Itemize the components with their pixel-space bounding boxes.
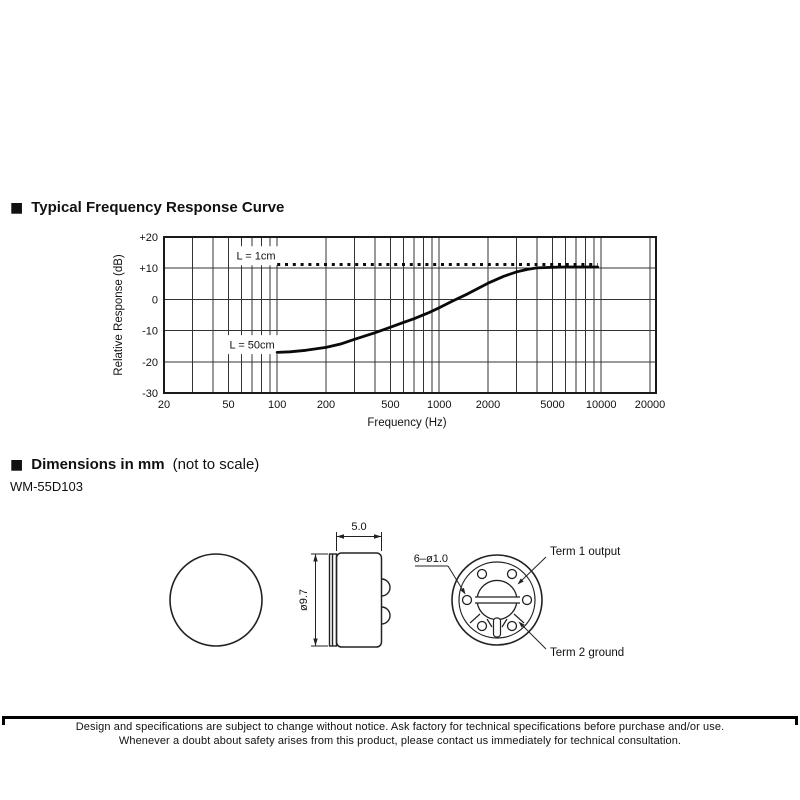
holes-label: 6–ø1.0 <box>413 553 448 565</box>
chart-text: 20000 <box>634 399 666 411</box>
footer-rule <box>2 716 798 719</box>
thickness-dimension <box>337 532 382 551</box>
dim-arrow-right-icon <box>374 534 382 539</box>
hole-bottom-left <box>478 622 487 631</box>
footer-disclaimer-line1: Design and specifications are subject to change without notice. Ask factory for technical specifications before purchase and/or use. <box>75 721 725 733</box>
footer-disclaimer-line2: Whenever a doubt about safety arises from this product, please contact us immediately for technical consultation. <box>118 735 682 747</box>
diameter-dimension <box>311 554 328 646</box>
dimension-drawings <box>130 515 670 690</box>
side-view <box>298 521 390 647</box>
chart-text: 2000 <box>475 399 501 411</box>
chart-text: 1000 <box>426 399 452 411</box>
dim-arrow-down-icon <box>313 639 317 647</box>
hole-left <box>463 596 472 605</box>
hole-bottom-right <box>508 622 517 631</box>
front-view-circle <box>170 554 262 646</box>
back-view <box>414 546 624 659</box>
frequency-response-title-text: Typical Frequency Response Curve <box>31 199 285 216</box>
term2-leader <box>519 622 547 650</box>
term1-label: Term 1 output <box>550 546 621 558</box>
chart-text: 5000 <box>540 399 565 411</box>
chart-text: Relative Response (dB) <box>113 254 125 376</box>
chart-text: L = 50cm <box>229 339 275 352</box>
terminal-2-pad <box>477 603 516 620</box>
dimension-drawings-svg <box>130 515 670 690</box>
square-bullet-icon: ■ <box>10 456 24 473</box>
hole-right <box>523 596 532 605</box>
term2-label: Term 2 ground <box>550 647 625 659</box>
chart-text: 10000 <box>585 399 617 411</box>
chart-text: 100 <box>268 399 287 411</box>
chart-text: -20 <box>142 356 158 369</box>
terminal-1-pad <box>477 580 516 597</box>
chart-text: +10 <box>139 263 158 276</box>
dim-arrow-left-icon <box>337 534 345 539</box>
chart-text: +20 <box>139 232 158 244</box>
frequency-response-chart <box>90 225 690 440</box>
chart-text: 50 <box>222 399 235 411</box>
bottom-tab <box>494 618 501 637</box>
chart-text: L = 1cm <box>236 250 276 263</box>
dimensions-section-title <box>10 456 259 473</box>
curve-l-50cm <box>277 267 597 352</box>
dimensions-title-note: (not to scale) <box>172 456 260 473</box>
model-number: WM-55D103 <box>10 479 83 494</box>
holes-leader <box>415 566 466 595</box>
chart-text: -10 <box>142 325 158 338</box>
dimensions-title-text: Dimensions in mm <box>31 456 165 473</box>
frequency-response-section-title <box>10 199 284 216</box>
hole-top-left <box>478 570 487 579</box>
square-bullet-icon: ■ <box>10 199 24 216</box>
frequency-response-chart-svg <box>90 225 690 440</box>
side-view-terminal-bump-2 <box>382 607 391 624</box>
chart-text: -30 <box>142 388 158 400</box>
chart-text: 20 <box>157 399 171 411</box>
chart-text: 0 <box>151 294 158 307</box>
side-view-body <box>337 553 382 647</box>
chart-text: 200 <box>316 399 336 411</box>
chart-text: Frequency (Hz) <box>367 417 447 429</box>
thickness-label: 5.0 <box>351 521 367 533</box>
hole-top-right <box>508 570 517 579</box>
chart-text: 500 <box>381 399 400 411</box>
side-view-terminal-bump-1 <box>382 579 391 596</box>
dim-arrow-up-icon <box>313 554 317 562</box>
diameter-label: ø9.7 <box>298 588 310 612</box>
